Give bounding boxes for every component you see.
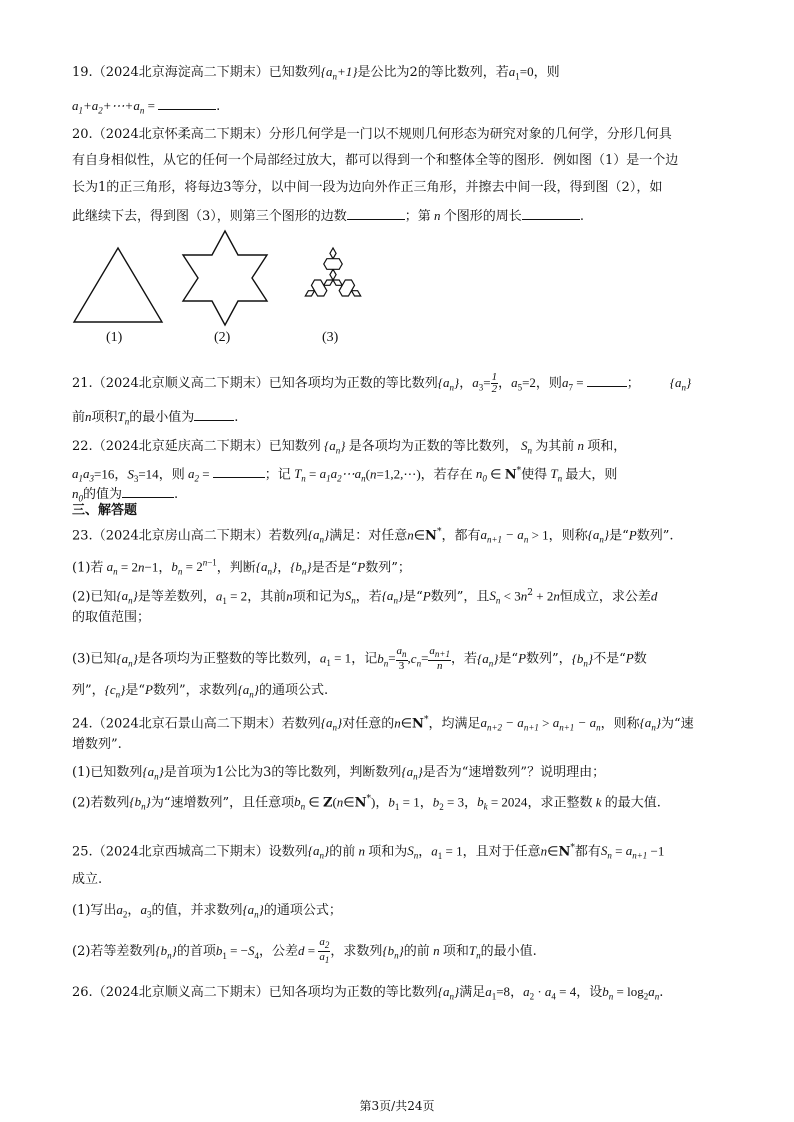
q20-line1: 20.（2024北京怀柔高二下期末）分形几何学是一门以不规则几何形态为研究对象的几何学，分形几何具 (72, 127, 672, 142)
section-heading: 三、解答题 (72, 503, 138, 518)
q24-line2: 增数列”. (72, 737, 122, 752)
answer-blank[interactable] (158, 96, 216, 110)
page-footer: 第3页/共24页 (359, 1099, 435, 1113)
q23-part1: (1)若 $a_n = 2n-1$，$b_n = 2^{n-1}$，判断$\{a_n\}$，$\{b_n\}$是否是“P数列”； (72, 558, 411, 577)
answer-blank[interactable] (194, 407, 234, 421)
q24-line1: 24.（2024北京石景山高二下期末）若数列$\{a_n\}$对任意的n∈N*，均满足$a_{n+2} - a_{n+1} > a_{n+1} - a_n$，则称$\{a_n\}$为“速 (72, 715, 694, 733)
answer-blank[interactable] (122, 484, 174, 498)
answer-blank[interactable] (587, 373, 627, 387)
q19-line2: $a_1+a_2+\cdots+a_n$ = . (72, 98, 221, 116)
q25-line2: 成立. (72, 872, 103, 887)
answer-blank[interactable] (522, 206, 580, 220)
q25-part2: (2)若等差数列$\{b_n\}$的首项$b_1 = -S_4$，公差d = $\frac{a_2}{a_1}$ ，求数列$\{b_n\}$的前 n 项和$T_n$的最小值. (72, 936, 537, 966)
q25-line1: 25.（2024北京西城高二下期末）设数列$\{a_n\}$的前 n 项和为$S_n$，$a_1 = 1$，且对于任意n∈N*都有$S_n = a_{n+1} -1$ (72, 843, 665, 861)
q20-line3: 长为1的正三角形，将每边3等分，以中间一段为边向外作正三角形，并擦去中间一段，得到图（2），如 (72, 180, 663, 195)
q22-line1: 22.（2024北京延庆高二下期末）已知数列 $\{a_n\}$ 是各项均为正数的等比数列， $S_n$ 为其前 n 项和， (72, 438, 627, 456)
q23-part3-cont: 列”，$\{c_n\}$是“P数列”，求数列$\{a_n\}$的通项公式. (72, 682, 329, 700)
q20-line4: 此继续下去，得到图（3），则第三个图形的边数 ；第 n 个图形的周长 . (72, 208, 584, 224)
q24-part2: (2)若数列$\{b_n\}$为“速增数列”，且任意项$b_n$ ∈ Z(n∈N*)，$b_1 = 1$，$b_2 = 3$，$b_k = 2024$，求正整数 k 的最大值. (72, 794, 661, 812)
q23-line1: 23.（2024北京房山高二下期末）若数列$\{a_n\}$满足：对任意n∈N*，都有$a_{n+1} - a_n > 1$，则称$\{a_n\}$是“P数列”. (72, 527, 674, 545)
q26-line1: 26.（2024北京顺义高二下期末）已知各项均为正数的等比数列$\{a_n\}$满足$a_1=8$，$a_2 \cdot a_4 = 4$，设$b_n = \log_2a_n$. (72, 984, 664, 1002)
snowflake-figure (288, 228, 378, 328)
q19-line1: 19.（2024北京海淀高二下期末）已知数列$\{a_n+1\}$是公比为2的等比数列，若$a_1=0$，则 (72, 64, 560, 82)
q22-line3: $n_0$的值为 . (72, 486, 179, 504)
q21-line2: 前n项积$T_n$的最小值为 . (72, 409, 239, 427)
triangle-figure (70, 244, 166, 324)
q22-line2: $a_1a_3=16$，$S_3=14$，则 $a_2$ = ；记 $T_n$ = $a_1a_2\cdots a_n(n=1,2,\cdots)$，若存在 $n_0$ ∈ N*使得 $T_n$ 最大，则 (72, 466, 618, 484)
q23-part2-cont: 的取值范围； (72, 610, 151, 625)
q23-part2: (2)已知$\{a_n\}$是等差数列，$a_1 = 2$，其前n项和记为$S_n$，若$\{a_n\}$是“P数列”，且$S_n < 3n^2 + 2n$恒成立，求公差d (72, 588, 658, 606)
answer-blank[interactable] (213, 464, 265, 478)
star-figure (180, 228, 270, 328)
q25-part1: (1)写出$a_2$，$a_3$的值，并求数列$\{a_n\}$的通项公式； (72, 902, 342, 920)
q21-line1: 21.（2024北京顺义高二下期末）已知各项均为正数的等比数列$\{a_n\}$，$a_3=$ $\frac{1}{2}$ ，$a_5=2$，则$a_7$ = ； $\{a_n\}$ (72, 371, 692, 395)
figure-3-label: (3) (322, 330, 339, 345)
answer-blank[interactable] (347, 206, 405, 220)
q23-part3: (3)已知$\{a_n\}$是各项均为正整数的等比数列，$a_1 = 1$，记$b_n=$ $\frac{a_n}{3}$ $,c_n=$ $\frac{a_{n+1}}{n}$ ，若$\{a_n\}$是“P数列”，$\{b_n\}$不是“P数 (72, 645, 647, 673)
q24-part1: (1)已知数列$\{a_n\}$是首项为1公比为3的等比数列，判断数列$\{a_n\}$是否为“速增数列”？说明理由； (72, 764, 606, 782)
figure-2-label: (2) (214, 330, 231, 345)
figure-1-label: (1) (106, 330, 123, 345)
q20-line2: 有自身相似性，从它的任何一个局部经过放大，都可以得到一个和整体全等的图形．例如图（1）是一个边 (72, 153, 679, 168)
